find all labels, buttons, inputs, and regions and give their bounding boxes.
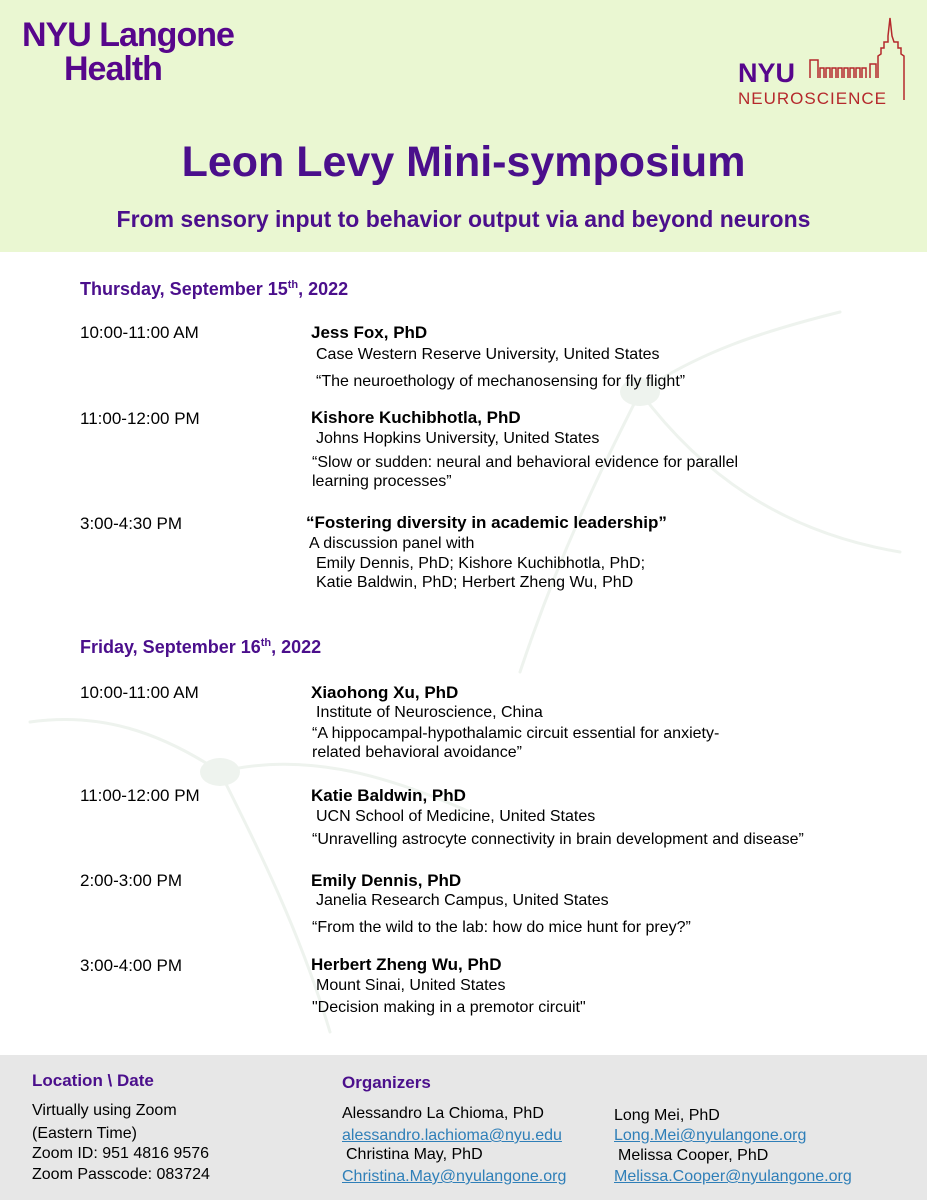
- session-time: 2:00-3:00 PM: [80, 871, 183, 890]
- zoom-passcode: Zoom Passcode: 083724: [32, 1166, 210, 1183]
- organizer-email-link[interactable]: Christina.May@nyulangone.org: [342, 1168, 567, 1185]
- session-talk-title: “The neuroethology of mechanosensing for fly flight”: [316, 373, 686, 390]
- event-subtitle: From sensory input to behavior output via and beyond neurons: [116, 206, 811, 232]
- organizer-email-link[interactable]: Melissa.Cooper@nyulangone.org: [614, 1168, 852, 1185]
- nyu-langone-health-logo: [22, 18, 234, 86]
- day-2-label-pre: Friday, September 16: [80, 637, 261, 657]
- session-talk-title-cont: related behavioral avoidance”: [312, 744, 522, 761]
- session-time: 11:00-12:00 PM: [80, 786, 200, 805]
- organizer-name: Melissa Cooper, PhD: [618, 1147, 769, 1164]
- session-talk-title-cont: learning processes”: [312, 473, 452, 490]
- day-2-heading: [80, 637, 321, 658]
- event-title: Leon Levy Mini-symposium: [181, 138, 746, 186]
- session-talk-title: “Unravelling astrocyte connectivity in brain development and disease”: [312, 831, 804, 848]
- session-speaker: Jess Fox, PhD: [311, 323, 428, 342]
- logo-line-2: Health: [64, 50, 162, 88]
- location-line: Virtually using Zoom: [32, 1102, 177, 1119]
- panel-title: “Fostering diversity in academic leadership”: [306, 513, 667, 532]
- organizer-email-link[interactable]: alessandro.lachioma@nyu.edu: [342, 1127, 562, 1144]
- organizer-email-link[interactable]: Long.Mei@nyulangone.org: [614, 1127, 807, 1144]
- nyu-neuroscience-logo: [738, 8, 913, 108]
- panel-intro: A discussion panel with: [309, 535, 475, 552]
- footer-info-band: [0, 1055, 927, 1200]
- neuro-logo-nyu-text: NYU: [738, 58, 796, 88]
- session-speaker: Herbert Zheng Wu, PhD: [311, 955, 502, 974]
- location-heading: Location \ Date: [32, 1071, 154, 1090]
- session-time: 10:00-11:00 AM: [80, 683, 199, 702]
- session-affiliation: UCN School of Medicine, United States: [316, 808, 596, 825]
- session-time: 3:00-4:30 PM: [80, 514, 183, 533]
- session-time: 11:00-12:00 PM: [80, 409, 200, 428]
- day-2-label-post: , 2022: [271, 637, 322, 657]
- session-talk-title: "Decision making in a premotor circuit": [312, 999, 586, 1016]
- organizers-heading: Organizers: [342, 1073, 431, 1092]
- session-talk-title: “From the wild to the lab: how do mice hunt for prey?”: [312, 919, 691, 936]
- day-1-label-pre: Thursday, September 15: [80, 279, 288, 299]
- session-affiliation: Case Western Reserve University, United States: [316, 346, 660, 363]
- day-2-label-sup: th: [260, 637, 272, 649]
- organizer-name: Alessandro La Chioma, PhD: [342, 1105, 544, 1122]
- session-affiliation: Janelia Research Campus, United States: [316, 892, 609, 909]
- day-1-label-post: , 2022: [298, 279, 349, 299]
- day-1-heading: [80, 279, 348, 300]
- logo-line-1: NYU Langone: [22, 16, 234, 54]
- session-time: 10:00-11:00 AM: [80, 323, 199, 342]
- session-affiliation: Mount Sinai, United States: [316, 977, 506, 994]
- location-line: (Eastern Time): [32, 1125, 137, 1142]
- session-talk-title: “Slow or sudden: neural and behavioral evidence for parallel: [312, 454, 739, 471]
- zoom-id: Zoom ID: 951 4816 9576: [32, 1145, 210, 1162]
- session-affiliation: Institute of Neuroscience, China: [316, 704, 543, 721]
- organizer-name: Christina May, PhD: [346, 1146, 483, 1163]
- session-speaker: Xiaohong Xu, PhD: [311, 683, 459, 702]
- organizer-name: Long Mei, PhD: [614, 1107, 720, 1124]
- header-banner: [0, 0, 927, 252]
- session-talk-title: “A hippocampal-hypothalamic circuit essential for anxiety-: [312, 725, 720, 742]
- neuro-logo-neuroscience-text: NEUROSCIENCE: [738, 89, 887, 108]
- panel-members: Emily Dennis, PhD; Kishore Kuchibhotla, PhD;: [316, 555, 646, 572]
- session-speaker: Emily Dennis, PhD: [311, 871, 462, 890]
- session-speaker: Kishore Kuchibhotla, PhD: [311, 408, 521, 427]
- session-affiliation: Johns Hopkins University, United States: [316, 430, 600, 447]
- day-1-label-sup: th: [287, 279, 299, 291]
- session-time: 3:00-4:00 PM: [80, 956, 183, 975]
- session-speaker: Katie Baldwin, PhD: [311, 786, 466, 805]
- panel-members-cont: Katie Baldwin, PhD; Herbert Zheng Wu, PhD: [316, 574, 634, 591]
